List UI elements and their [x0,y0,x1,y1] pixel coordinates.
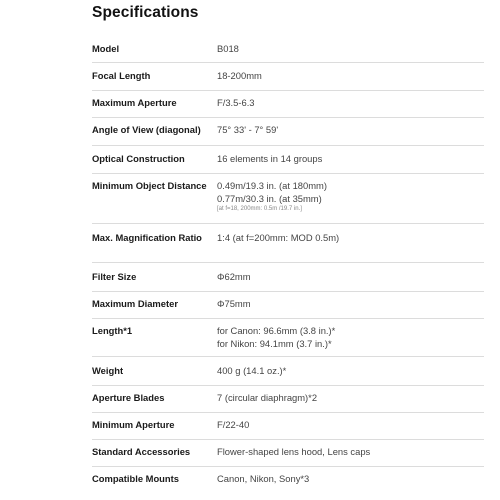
spec-label: Max. Magnification Ratio [92,232,202,243]
spec-label: Weight [92,365,124,376]
spec-value: F/3.5-6.3 [217,97,255,108]
spec-note: [at f=18, 200mm: 0.5m /19.7 in.] [217,206,302,212]
spec-label: Angle of View (diagonal) [92,124,201,135]
spec-label: Standard Accessories [92,446,191,457]
spec-label: Maximum Diameter [92,298,178,309]
spec-value: 75° 33' - 7° 59' [217,124,279,135]
spec-row-length [92,325,484,357]
spec-row-angle-of-view [92,124,484,146]
spec-value [217,180,482,214]
spec-label: Maximum Aperture [92,97,177,108]
spec-label: Minimum Object Distance [92,180,207,191]
spec-label: Minimum Aperture [92,419,175,430]
spec-row-minimum-object-distance [92,180,484,224]
spec-value [217,325,482,350]
specifications-page [92,0,484,500]
spec-row-standard-accessories [92,446,484,467]
spec-value: 18-200mm [217,70,262,81]
spec-value-line: 0.77m/30.3 in. (at 35mm) [217,192,322,204]
spec-row-weight [92,365,484,386]
spec-value: 7 (circular diaphragm)*2 [217,392,318,403]
spec-value: Canon, Nikon, Sony*3 [217,473,310,484]
spec-row-maximum-diameter [92,298,484,319]
spec-value-line: for Nikon: 94.1mm (3.7 in.)* [217,337,332,349]
spec-value: Flower-shaped lens hood, Lens caps [217,446,371,457]
spec-value: Φ62mm [217,271,251,282]
spec-value: 16 elements in 14 groups [217,153,323,164]
spec-row-filter-size [92,271,484,292]
spec-value: Φ75mm [217,298,251,309]
spec-label: Filter Size [92,271,137,282]
spec-value-line: for Canon: 96.6mm (3.8 in.)* [217,325,336,336]
spec-value: F/22-40 [217,419,250,430]
spec-label: Model [92,43,120,54]
spec-row-compatible-mounts [92,473,484,493]
page-title: Specifications [92,4,199,21]
spec-row-maximum-aperture [92,97,484,118]
spec-row-optical-construction [92,153,484,174]
spec-value: B018 [217,43,239,54]
spec-label: Compatible Mounts [92,473,179,484]
spec-row-model [92,43,484,63]
spec-value: 400 g (14.1 oz.)* [217,365,287,376]
spec-row-minimum-aperture [92,419,484,440]
spec-label: Focal Length [92,70,151,81]
spec-value-line: 0.49m/19.3 in. (at 180mm) [217,180,327,191]
spec-row-aperture-blades [92,392,484,413]
spec-value: 1:4 (at f=200mm: MOD 0.5m) [217,232,340,243]
spec-label: Length*1 [92,325,133,336]
spec-label: Optical Construction [92,153,185,164]
spec-row-max-magnification-ratio [92,232,484,263]
spec-label: Aperture Blades [92,392,165,403]
spec-row-focal-length [92,70,484,91]
